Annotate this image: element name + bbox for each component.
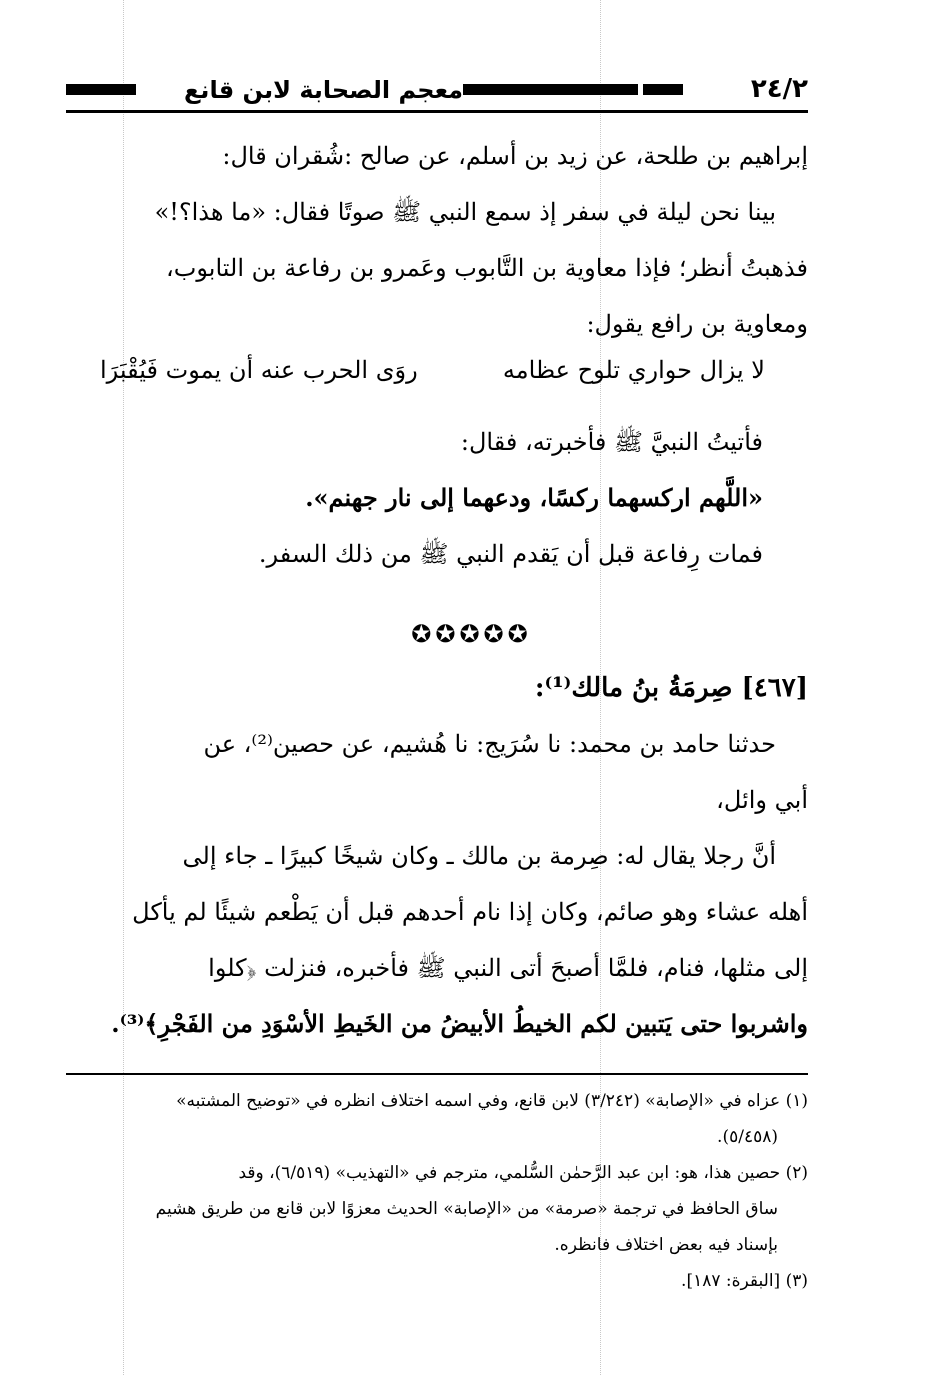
header-bar bbox=[66, 84, 136, 95]
footnote-line: (٢) حصين هذا، هو: ابن عبد الرَّحمٰن السُّلمي، مترجم في «التهذيب» (٦/٥١٩)، وقد bbox=[238, 1163, 808, 1183]
text-line: أنَّ رجلا يقال له: صِرمة بن مالك ـ وكان شيخًا كبيرًا ـ جاء إلى bbox=[182, 842, 776, 870]
text-line: أهله عشاء وهو صائم، وكان إذا نام أحدهم قبل أن يَطْعم شيئًا لم يأكل bbox=[132, 898, 808, 926]
footnote-2 bbox=[66, 1155, 808, 1263]
header-bar bbox=[643, 84, 683, 95]
verse-hemistich-second: روَى الحرب عنه أن يموت فَيُقْبَرَا bbox=[100, 356, 418, 384]
footnote-line: (٥/٤٥٨). bbox=[717, 1127, 778, 1147]
footnote-line: (١) عزاه في «الإصابة» (٣/٢٤٢) لابن قانع، وفي اسمه اختلاف انظره في «توضيح المشتبه» bbox=[176, 1091, 808, 1111]
footnote-1 bbox=[66, 1083, 808, 1155]
poetry-verse bbox=[100, 356, 765, 384]
header-bar bbox=[463, 84, 638, 95]
quran-verse-line: واشربوا حتى يَتبين لكم الخيطُ الأبيضُ من الخَيطِ الأسْوَدِ من الفَجْرِ﴾⁽³⁾. bbox=[111, 1009, 808, 1038]
verse-hemistich-first: لا يزال حواري تلوح عظامه bbox=[502, 356, 765, 384]
text-line: ومعاوية بن رافع يقول: bbox=[586, 310, 808, 338]
prophetic-supplication: «اللَّهم اركسهما ركسًا، ودعهما إلى نار جهنم». bbox=[305, 483, 763, 512]
footnote-line: بإسناد فيه بعض اختلاف فانظره. bbox=[554, 1235, 778, 1255]
text-line: فذهبتُ أنظر؛ فإذا معاوية بن التَّابوب وعَمرو بن رفاعة بن التابوب، bbox=[166, 254, 808, 282]
section-separator: ✪✪✪✪✪ bbox=[411, 620, 532, 648]
footnote-line: ساق الحافظ في ترجمة «صرمة» من «الإصابة» الحديث معزوًا لابن قانع من طريق هشيم bbox=[155, 1199, 778, 1219]
entry-heading: [٤٦٧] صِرمَةُ بنُ مالك⁽¹⁾: bbox=[534, 673, 808, 703]
footnotes bbox=[66, 1073, 808, 1299]
page-number: ٢٤/٢ bbox=[750, 74, 808, 104]
running-header bbox=[66, 68, 808, 113]
text-line: حدثنا حامد بن محمد: نا سُرَيج: نا هُشيم، عن حصين⁽²⁾، عن bbox=[203, 730, 776, 758]
main-text-top bbox=[66, 128, 808, 352]
book-title: معجم الصحابة لابن قانع bbox=[184, 76, 463, 104]
text-line: إلى مثلها، فنام، فلمَّا أصبحَ أتى النبي ﷺ فأخبره، فنزلت ﴿كلوا bbox=[208, 954, 808, 982]
text-line: فأتيتُ النبيَّ ﷺ فأخبرته، فقال: bbox=[460, 428, 763, 456]
footnote-3 bbox=[66, 1263, 808, 1299]
footnote-line: (٣) [البقرة: ١٨٧]. bbox=[681, 1271, 808, 1291]
text-line: أبي وائل، bbox=[716, 786, 808, 814]
text-line: فمات رِفاعة قبل أن يَقدم النبي ﷺ من ذلك السفر. bbox=[258, 540, 763, 568]
main-text-middle bbox=[66, 414, 808, 582]
entry-section bbox=[66, 660, 808, 1052]
text-line: بينا نحن ليلة في سفر إذ سمع النبي ﷺ صوتًا فقال: «ما هذا؟!» bbox=[154, 198, 776, 226]
text-line: إبراهيم بن طلحة، عن زيد بن أسلم، عن صالح :شُقران قال: bbox=[222, 142, 808, 170]
